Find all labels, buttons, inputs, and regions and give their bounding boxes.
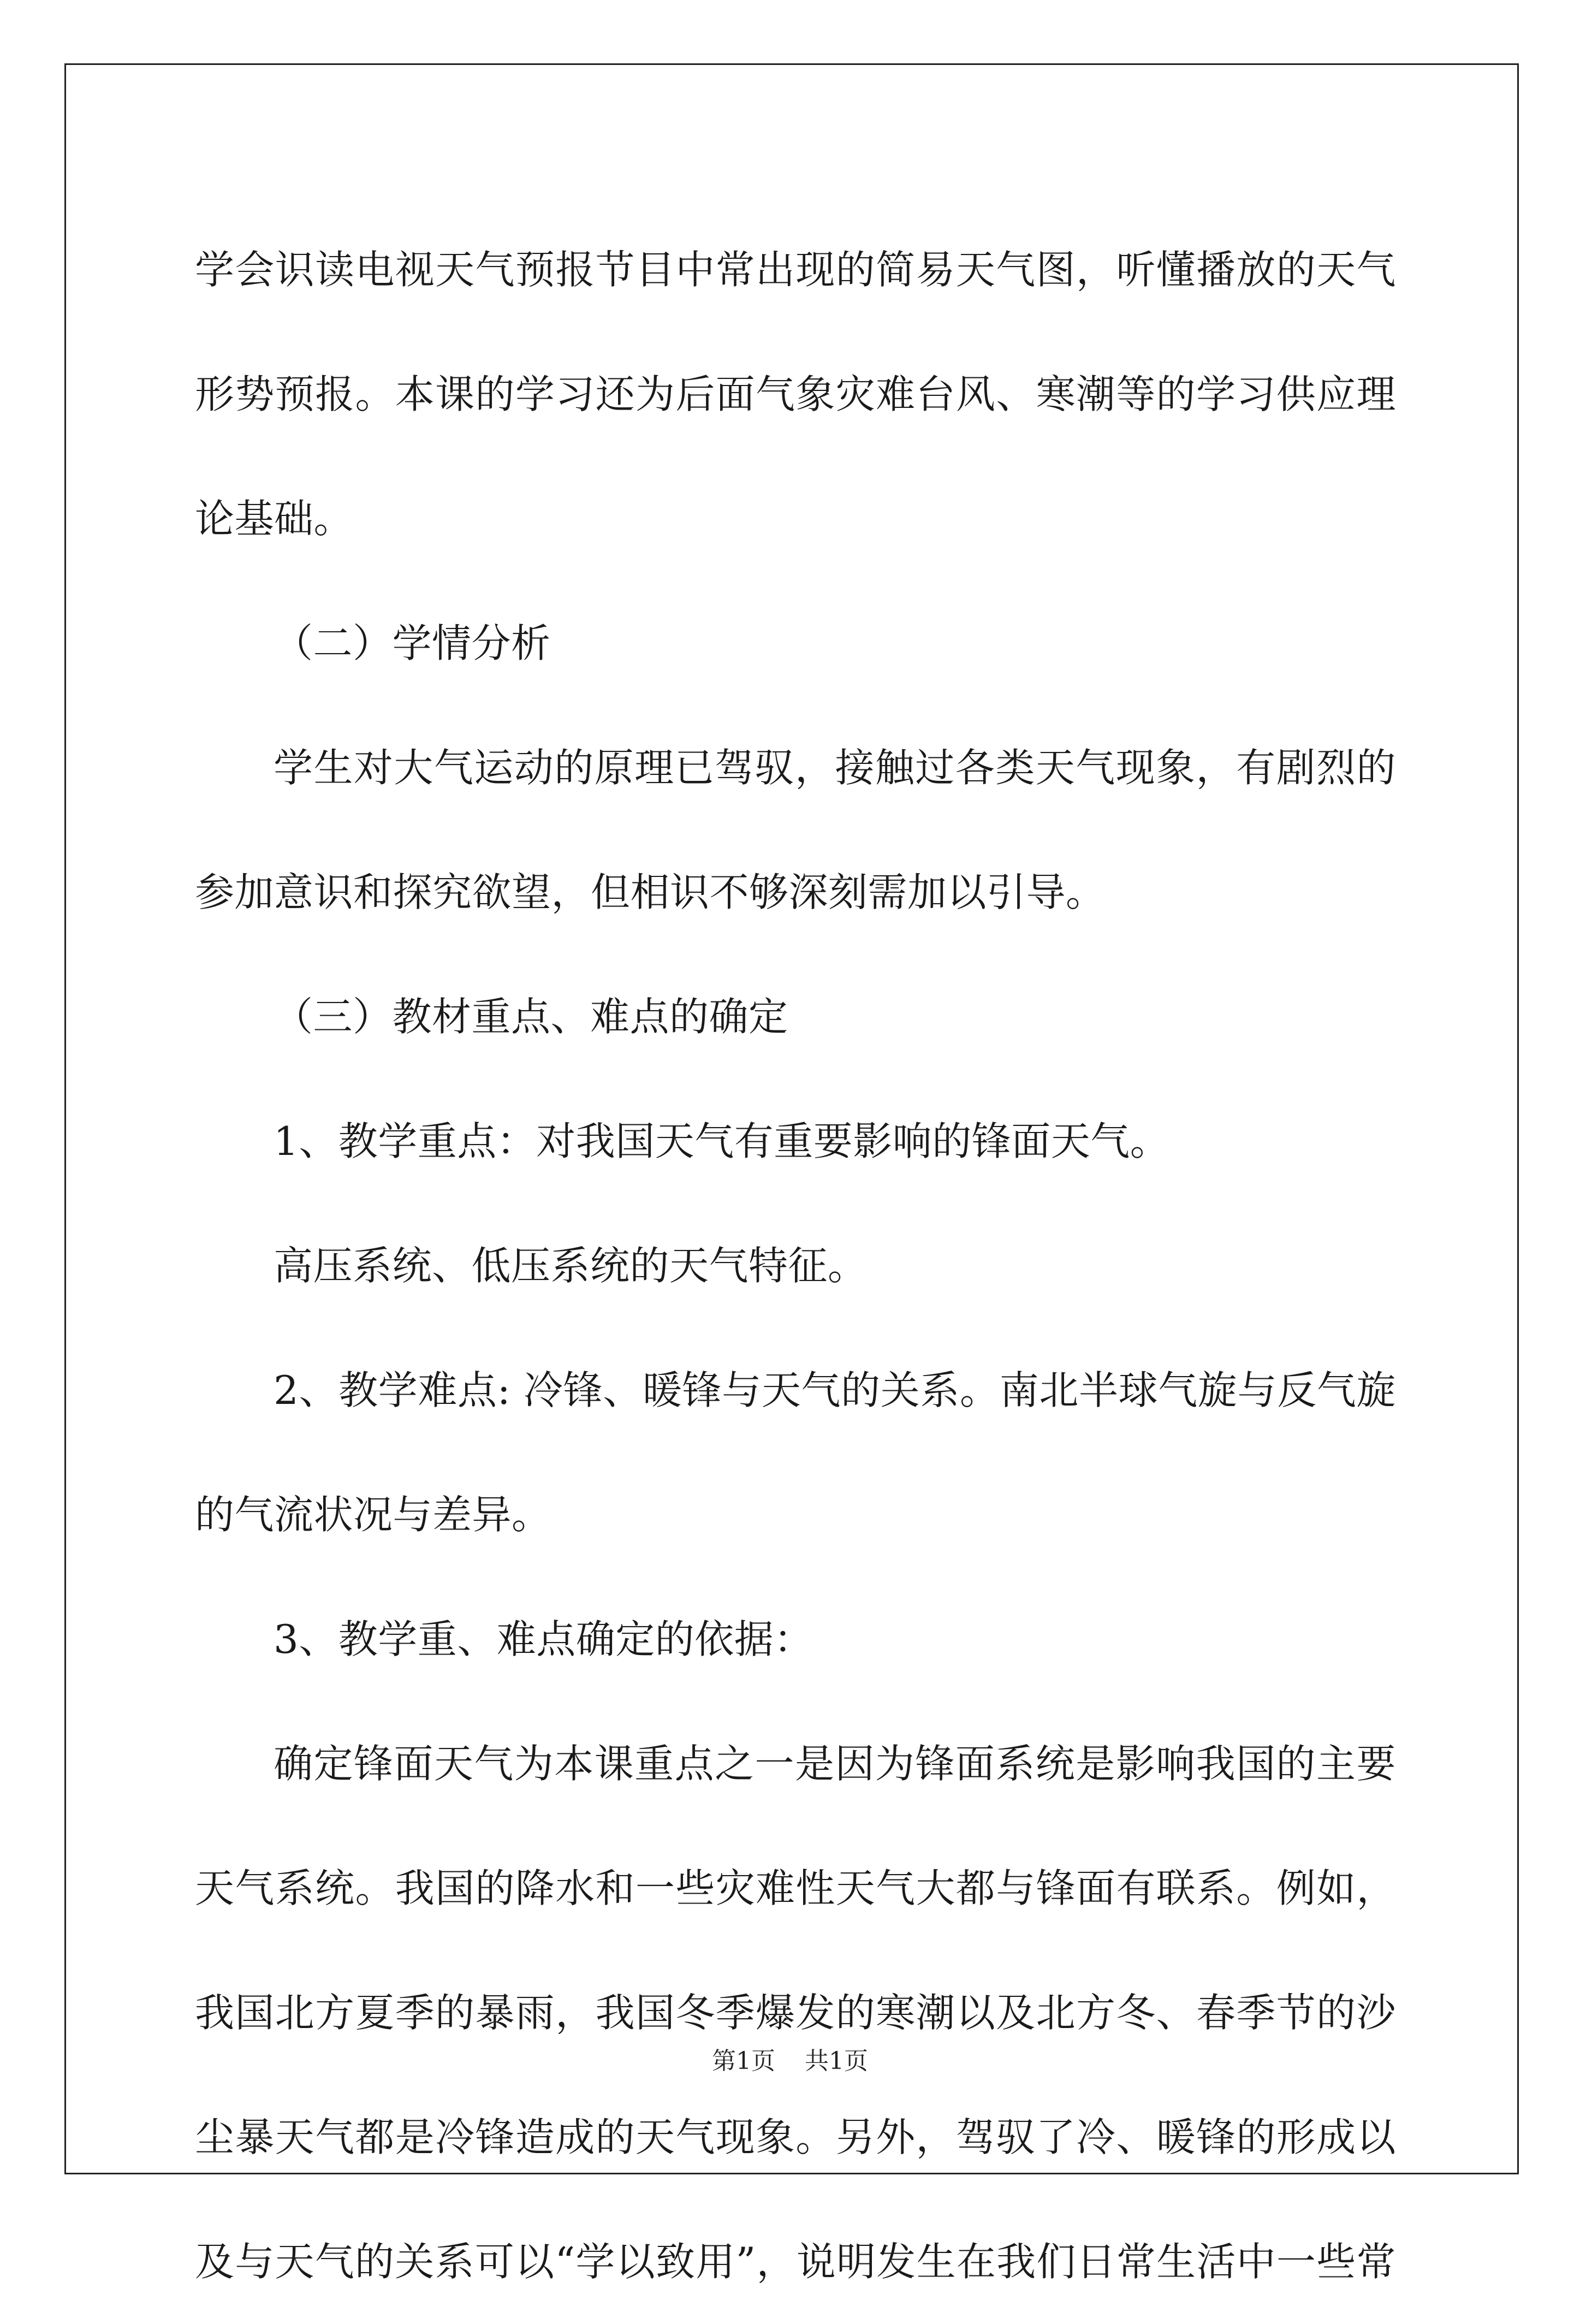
paragraph-line: 的气流状况与差异。	[195, 1492, 551, 1538]
paragraph-line: 1、教学重点：对我国天气有重要影响的锋面天气。	[274, 1118, 1170, 1164]
paragraph-line: 及与天气的关系可以“学以致用”，说明发生在我们日常生活中一些常	[195, 2239, 1396, 2285]
document-body	[195, 208, 1396, 2324]
paragraph-line: 学会识读电视天气预报节目中常出现的简易天气图，听懂播放的天气	[195, 247, 1396, 293]
section-heading: （二）学情分析	[274, 620, 551, 666]
section-heading: （三）教材重点、难点的确定	[274, 994, 788, 1040]
paragraph-line: 学生对大气运动的原理已驾驭，接触过各类天气现象，有剧烈的	[274, 745, 1396, 791]
page-number: 第1页	[712, 2047, 775, 2075]
paragraph-line: 论基础。	[195, 496, 354, 542]
paragraph-line: 3、教学重、难点确定的依据：	[274, 1616, 813, 1662]
page-total: 共1页	[805, 2047, 868, 2075]
paragraph-line: 参加意识和探究欲望，但相识不够深刻需加以引导。	[195, 869, 1106, 915]
paragraph-line: 2、教学难点: 冷锋、暖锋与天气的关系。南北半球气旋与反气旋	[274, 1367, 1396, 1413]
page-footer	[0, 2045, 1580, 2078]
paragraph-line: 确定锋面天气为本课重点之一是因为锋面系统是影响我国的主要	[274, 1741, 1396, 1787]
paragraph-line: 尘暴天气都是冷锋造成的天气现象。另外，驾驭了冷、暖锋的形成以	[195, 2114, 1396, 2160]
paragraph-line: 高压系统、低压系统的天气特征。	[274, 1243, 868, 1289]
paragraph-line: 我国北方夏季的暴雨，我国冬季爆发的寒潮以及北方冬、春季节的沙	[195, 1990, 1396, 2036]
paragraph-line: 形势预报。本课的学习还为后面气象灾难台风、寒潮等的学习供应理	[195, 371, 1396, 417]
paragraph-line: 天气系统。我国的降水和一些灾难性天气大都与锋面有联系。例如，	[195, 1865, 1396, 1911]
